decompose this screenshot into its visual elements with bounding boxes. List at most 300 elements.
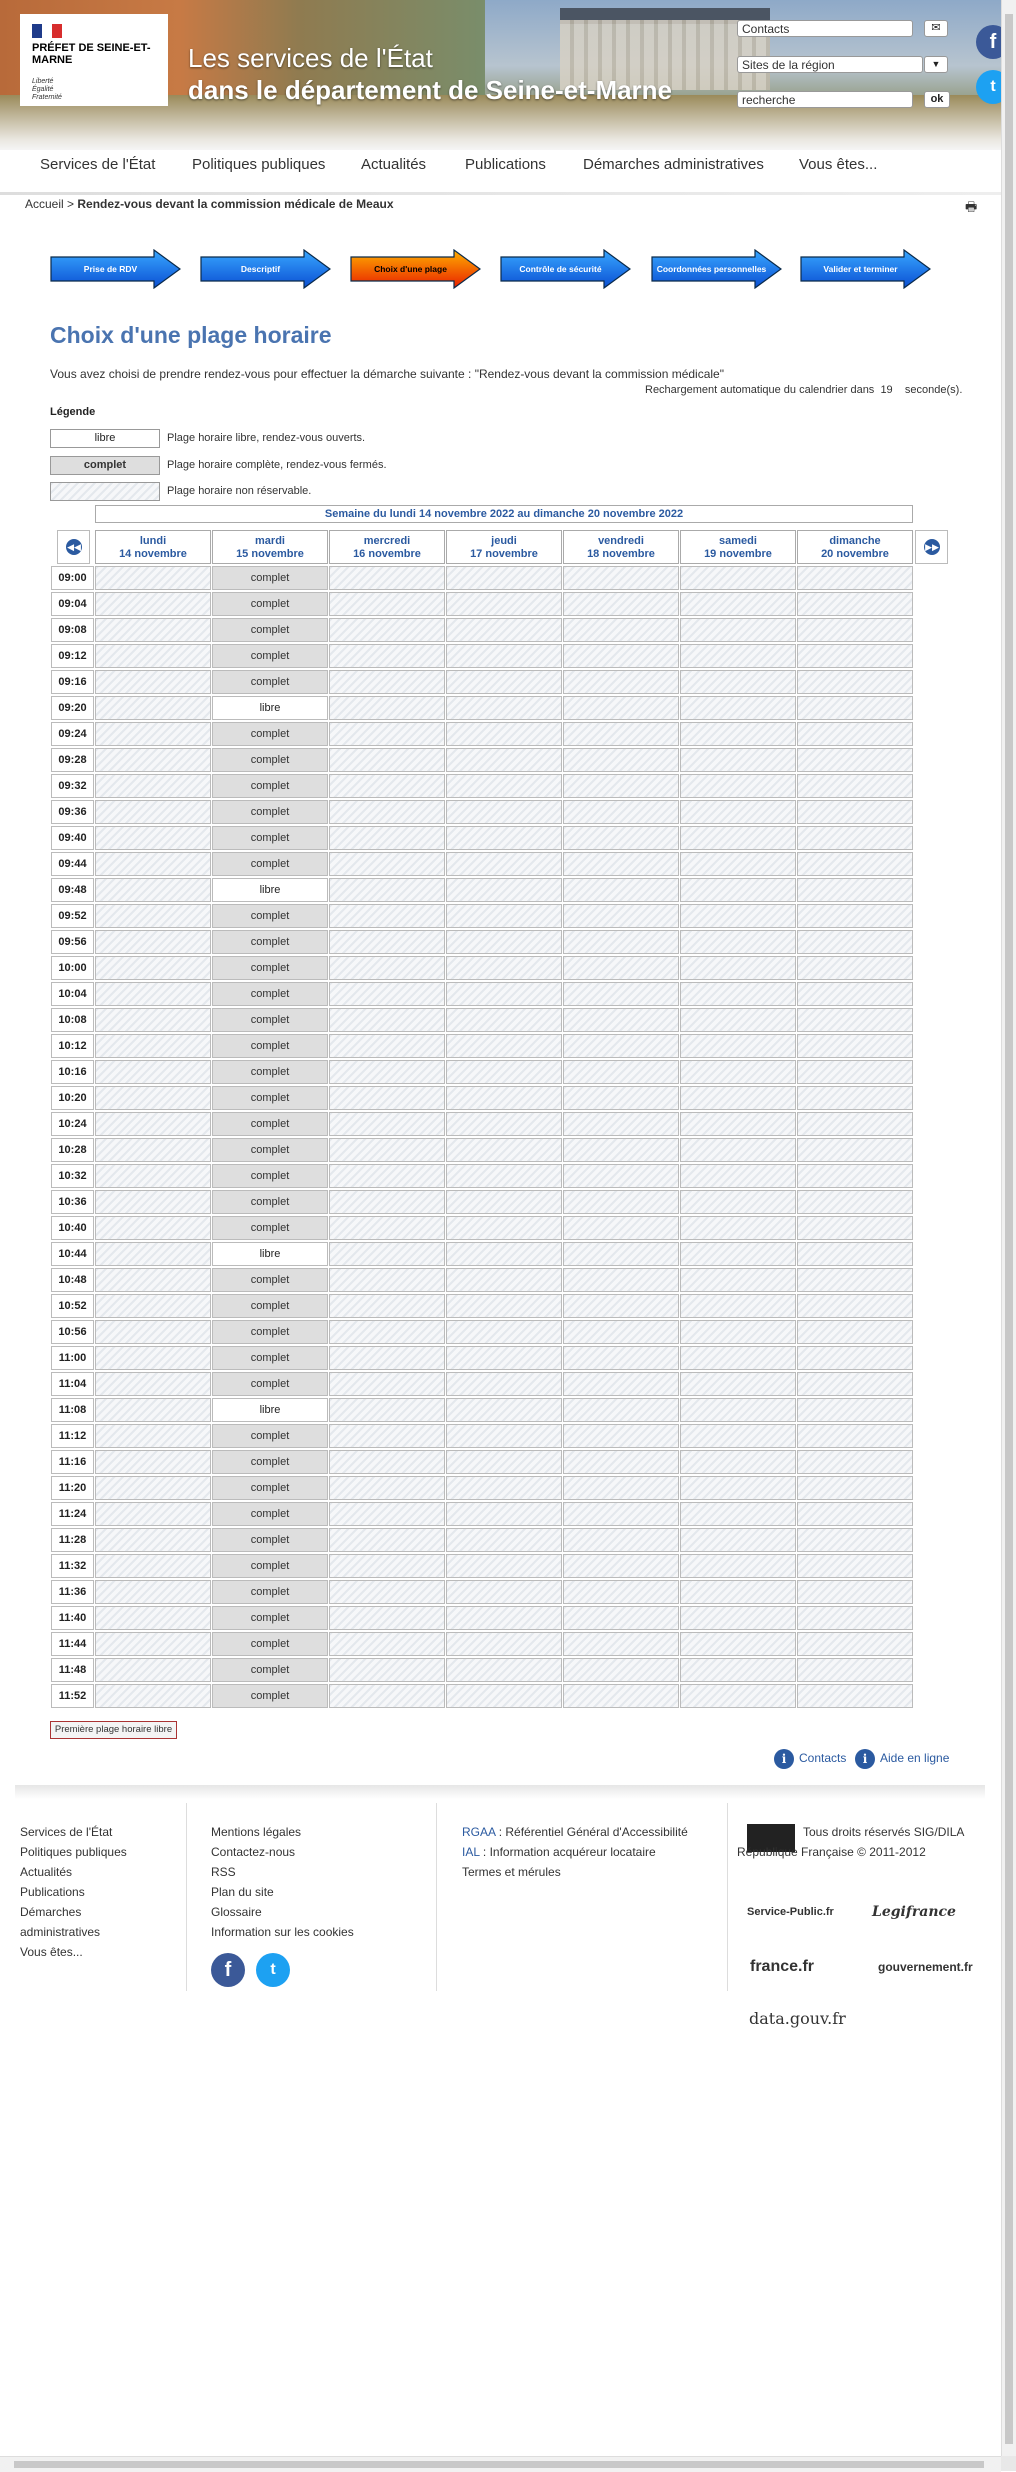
- slot-unavailable: [446, 670, 562, 694]
- first-free-slot-button[interactable]: Première plage horaire libre: [50, 1721, 177, 1739]
- slot-unavailable: [680, 1112, 796, 1136]
- slot-full: complet: [212, 1268, 328, 1292]
- slot-unavailable: [797, 1034, 913, 1058]
- nav-item-services[interactable]: Services de l'État: [40, 156, 156, 173]
- slot-unavailable: [563, 1008, 679, 1032]
- slot-unavailable: [563, 1060, 679, 1084]
- slot-unavailable: [329, 904, 445, 928]
- time-label: 09:40: [51, 826, 94, 850]
- slot-full: complet: [212, 1034, 328, 1058]
- breadcrumb-current: Rendez-vous devant la commission médicale de Meaux: [77, 197, 394, 211]
- slot-unavailable: [563, 1684, 679, 1708]
- slot-unavailable: [563, 644, 679, 668]
- nav-item-politiques[interactable]: Politiques publiques: [192, 156, 326, 173]
- slot-unavailable: [446, 1502, 562, 1526]
- slot-unavailable: [563, 748, 679, 772]
- slot-unavailable: [329, 1632, 445, 1656]
- slot-full: complet: [212, 1476, 328, 1500]
- prefecture-logo[interactable]: [20, 14, 168, 106]
- slot-unavailable: [563, 1658, 679, 1682]
- slot-unavailable: [95, 696, 211, 720]
- time-label: 09:32: [51, 774, 94, 798]
- site-title[interactable]: [188, 42, 672, 106]
- slot-unavailable: [329, 852, 445, 876]
- nav-divider: [0, 192, 1001, 195]
- slot-unavailable: [95, 800, 211, 824]
- time-label: 11:36: [51, 1580, 94, 1604]
- slot-unavailable: [446, 1424, 562, 1448]
- print-icon[interactable]: 🖶: [965, 199, 978, 214]
- slot-unavailable: [95, 1606, 211, 1630]
- slot-unavailable: [95, 644, 211, 668]
- logo-title: PRÉFET DE SEINE-ET-MARNE: [32, 42, 151, 66]
- slot-unavailable: [680, 1242, 796, 1266]
- slot-unavailable: [797, 1112, 913, 1136]
- slot-unavailable: [797, 1684, 913, 1708]
- slot-unavailable: [680, 618, 796, 642]
- slot-unavailable: [329, 1034, 445, 1058]
- slot-unavailable: [797, 1268, 913, 1292]
- slot-unavailable: [95, 1476, 211, 1500]
- slot-unavailable: [329, 1164, 445, 1188]
- slot-unavailable: [797, 696, 913, 720]
- footer-link[interactable]: Termes et mérules: [462, 1865, 561, 1879]
- slot-unavailable: [797, 748, 913, 772]
- legend-free-swatch: libre: [50, 429, 160, 448]
- slot-unavailable: [797, 930, 913, 954]
- region-select[interactable]: Sites de la région: [737, 56, 923, 73]
- slot-unavailable: [446, 1034, 562, 1058]
- online-help-link[interactable]: Aide en ligne: [880, 1751, 950, 1765]
- slot-unavailable: [95, 1138, 211, 1162]
- slot-unavailable: [95, 904, 211, 928]
- contacts-link[interactable]: Contacts: [799, 1751, 847, 1765]
- slot-full: complet: [212, 1346, 328, 1370]
- slot-unavailable: [329, 1658, 445, 1682]
- slot-unavailable: [797, 956, 913, 980]
- slot-unavailable: [680, 1632, 796, 1656]
- slot-unavailable: [329, 670, 445, 694]
- slot-unavailable: [797, 1580, 913, 1604]
- slot-unavailable: [680, 592, 796, 616]
- rgaa-link[interactable]: RGAA: [462, 1825, 496, 1839]
- time-label: 10:36: [51, 1190, 94, 1214]
- legend-na-swatch: [50, 482, 160, 501]
- time-label: 10:56: [51, 1320, 94, 1344]
- slot-unavailable: [329, 1216, 445, 1240]
- slot-unavailable: [563, 1216, 679, 1240]
- slot-unavailable: [446, 1346, 562, 1370]
- step-label: Valider et terminer: [823, 264, 898, 274]
- slot-unavailable: [563, 722, 679, 746]
- slot-unavailable: [329, 1008, 445, 1032]
- time-label: 10:24: [51, 1112, 94, 1136]
- slot-full: complet: [212, 1190, 328, 1214]
- page-title: Choix d'une plage horaire: [50, 322, 332, 348]
- time-label: 09:44: [51, 852, 94, 876]
- contacts-field[interactable]: Contacts: [737, 20, 913, 37]
- legend-full-swatch: complet: [50, 456, 160, 475]
- slot-unavailable: [797, 1398, 913, 1422]
- slot-unavailable: [563, 1502, 679, 1526]
- next-week-button[interactable]: [915, 530, 948, 564]
- time-label: 11:16: [51, 1450, 94, 1474]
- footer-link[interactable]: Vous êtes...: [20, 1945, 83, 1959]
- slot-unavailable: [446, 1658, 562, 1682]
- day-header: mardi 15 novembre: [212, 530, 328, 564]
- time-label: 11:40: [51, 1606, 94, 1630]
- breadcrumb-home[interactable]: Accueil: [25, 197, 64, 211]
- slot-unavailable: [797, 1632, 913, 1656]
- slot-unavailable: [680, 722, 796, 746]
- site-title-line1: Les services de l'État: [188, 43, 433, 73]
- slot-unavailable: [563, 696, 679, 720]
- slot-unavailable: [446, 1684, 562, 1708]
- slot-unavailable: [329, 1502, 445, 1526]
- slot-unavailable: [563, 1554, 679, 1578]
- slot-full: complet: [212, 1112, 328, 1136]
- time-label: 10:48: [51, 1268, 94, 1292]
- slot-unavailable: [563, 878, 679, 902]
- footer-nav: [20, 1822, 170, 1962]
- slot-unavailable: [329, 826, 445, 850]
- slot-unavailable: [680, 956, 796, 980]
- slot-unavailable: [797, 1554, 913, 1578]
- slot-unavailable: [563, 774, 679, 798]
- slot-unavailable: [797, 722, 913, 746]
- slot-unavailable: [797, 852, 913, 876]
- slot-unavailable: [446, 1216, 562, 1240]
- slot-unavailable: [95, 1164, 211, 1188]
- slot-unavailable: [329, 1580, 445, 1604]
- slot-full: complet: [212, 826, 328, 850]
- legend-full-text: Plage horaire complète, rendez-vous fermés.: [167, 459, 387, 471]
- nav-item-vous-etes[interactable]: Vous êtes...: [799, 156, 878, 173]
- slot-unavailable: [95, 826, 211, 850]
- slot-unavailable: [329, 800, 445, 824]
- slot-full: complet: [212, 1216, 328, 1240]
- footer-facebook-icon[interactable]: f: [211, 1953, 245, 1987]
- marianne-flag-icon: [32, 24, 62, 38]
- slot-unavailable: [797, 1424, 913, 1448]
- legifrance-logo[interactable]: Legifrance: [872, 1904, 956, 1920]
- time-label: 10:00: [51, 956, 94, 980]
- slot-full: complet: [212, 1502, 328, 1526]
- time-label: 11:48: [51, 1658, 94, 1682]
- time-label: 09:48: [51, 878, 94, 902]
- slot-unavailable: [95, 1294, 211, 1318]
- slot-unavailable: [797, 1502, 913, 1526]
- slot-unavailable: [95, 1554, 211, 1578]
- chevron-down-icon[interactable]: ▼: [924, 56, 948, 73]
- time-label: 10:04: [51, 982, 94, 1006]
- slot-unavailable: [563, 1346, 679, 1370]
- gouvernement-logo[interactable]: gouvernement.fr: [878, 1960, 973, 1974]
- time-label: 11:28: [51, 1528, 94, 1552]
- slot-unavailable: [446, 592, 562, 616]
- footer-separator: [436, 1803, 437, 1991]
- logo-motto: Liberté Égalité Fraternité: [32, 78, 62, 101]
- vertical-scrollbar[interactable]: [1001, 0, 1016, 2456]
- breadcrumb: [25, 197, 394, 211]
- slot-unavailable: [563, 826, 679, 850]
- footer-link[interactable]: Mentions légales: [211, 1825, 302, 1839]
- slot-full: complet: [212, 1060, 328, 1084]
- slot-full: complet: [212, 774, 328, 798]
- slot-unavailable: [797, 644, 913, 668]
- arrow-right-icon: ▶▶: [924, 539, 940, 555]
- slot-unavailable: [95, 1528, 211, 1552]
- slot-unavailable: [95, 1450, 211, 1474]
- slot-unavailable: [797, 1658, 913, 1682]
- slot-unavailable: [446, 1190, 562, 1214]
- time-label: 09:12: [51, 644, 94, 668]
- slot-unavailable: [680, 1424, 796, 1448]
- slot-unavailable: [95, 1346, 211, 1370]
- step-6: [800, 249, 931, 289]
- time-label: 10:16: [51, 1060, 94, 1084]
- footer-divider: [15, 1785, 985, 1799]
- slot-full: complet: [212, 1528, 328, 1552]
- scrollbar-thumb[interactable]: [14, 2461, 984, 2468]
- slot-unavailable: [680, 670, 796, 694]
- slot-full: complet: [212, 566, 328, 590]
- slot-unavailable: [680, 1294, 796, 1318]
- time-label: 11:00: [51, 1346, 94, 1370]
- slot-unavailable: [329, 1268, 445, 1292]
- time-label: 10:52: [51, 1294, 94, 1318]
- slot-unavailable: [680, 1450, 796, 1474]
- slot-unavailable: [329, 1242, 445, 1266]
- slot-unavailable: [446, 1606, 562, 1630]
- slot-unavailable: [95, 1112, 211, 1136]
- slot-unavailable: [329, 1398, 445, 1422]
- slot-free[interactable]: libre: [212, 1398, 328, 1422]
- slot-unavailable: [95, 1632, 211, 1656]
- slot-unavailable: [446, 566, 562, 590]
- time-label: 09:52: [51, 904, 94, 928]
- footer-link[interactable]: Plan du site: [211, 1885, 274, 1899]
- slot-unavailable: [680, 1086, 796, 1110]
- facebook-icon[interactable]: f: [976, 25, 1010, 59]
- slot-unavailable: [563, 1294, 679, 1318]
- time-label: 09:08: [51, 618, 94, 642]
- slot-full: complet: [212, 618, 328, 642]
- footer-link[interactable]: Services de l'État: [20, 1825, 113, 1839]
- slot-unavailable: [446, 644, 562, 668]
- slot-unavailable: [563, 1424, 679, 1448]
- slot-unavailable: [446, 1268, 562, 1292]
- slot-unavailable: [95, 1398, 211, 1422]
- slot-unavailable: [329, 644, 445, 668]
- slot-unavailable: [446, 1476, 562, 1500]
- slot-unavailable: [95, 1684, 211, 1708]
- slot-unavailable: [95, 956, 211, 980]
- slot-free[interactable]: libre: [212, 1242, 328, 1266]
- slot-unavailable: [680, 1502, 796, 1526]
- slot-unavailable: [563, 956, 679, 980]
- slot-unavailable: [446, 748, 562, 772]
- time-label: 09:28: [51, 748, 94, 772]
- footer-link[interactable]: Contactez-nous: [211, 1845, 296, 1859]
- slot-unavailable: [563, 1372, 679, 1396]
- search-input[interactable]: recherche: [737, 91, 913, 108]
- slot-unavailable: [329, 930, 445, 954]
- slot-unavailable: [446, 1632, 562, 1656]
- slot-unavailable: [329, 1346, 445, 1370]
- time-label: 11:20: [51, 1476, 94, 1500]
- footer-link[interactable]: Glossaire: [211, 1905, 262, 1919]
- slot-unavailable: [680, 1190, 796, 1214]
- slot-unavailable: [329, 592, 445, 616]
- slot-unavailable: [329, 982, 445, 1006]
- slot-unavailable: [329, 1372, 445, 1396]
- slot-unavailable: [446, 1372, 562, 1396]
- time-label: 09:56: [51, 930, 94, 954]
- slot-unavailable: [680, 904, 796, 928]
- slot-unavailable: [797, 1060, 913, 1084]
- slot-unavailable: [797, 1086, 913, 1110]
- slot-unavailable: [563, 1242, 679, 1266]
- slot-unavailable: [446, 826, 562, 850]
- nav-item-demarches[interactable]: Démarches administratives: [583, 156, 764, 173]
- slot-unavailable: [680, 1372, 796, 1396]
- slot-full: complet: [212, 1138, 328, 1162]
- france-fr-logo[interactable]: france.fr: [750, 1958, 815, 1975]
- slot-unavailable: [95, 1424, 211, 1448]
- slot-full: complet: [212, 904, 328, 928]
- day-header: lundi 14 novembre: [95, 530, 211, 564]
- time-label: 09:16: [51, 670, 94, 694]
- slot-full: complet: [212, 644, 328, 668]
- slot-unavailable: [563, 1112, 679, 1136]
- slot-full: complet: [212, 1372, 328, 1396]
- slot-unavailable: [446, 1164, 562, 1188]
- slot-unavailable: [446, 878, 562, 902]
- slot-unavailable: [563, 670, 679, 694]
- slot-unavailable: [329, 878, 445, 902]
- slot-unavailable: [680, 1684, 796, 1708]
- time-label: 11:08: [51, 1398, 94, 1422]
- week-label: Semaine du lundi 14 novembre 2022 au dimanche 20 novembre 2022: [95, 505, 913, 523]
- scrollbar-thumb[interactable]: [1005, 14, 1013, 2444]
- time-label: 10:44: [51, 1242, 94, 1266]
- footer-legal: [211, 1822, 411, 1942]
- footer-link[interactable]: Publications: [20, 1885, 85, 1899]
- prev-week-button[interactable]: [57, 530, 90, 564]
- info-icon: i: [855, 1749, 875, 1769]
- slot-unavailable: [563, 1320, 679, 1344]
- slot-unavailable: [329, 1528, 445, 1552]
- slot-unavailable: [329, 1060, 445, 1084]
- footer-twitter-icon[interactable]: t: [256, 1953, 290, 1987]
- time-label: 10:20: [51, 1086, 94, 1110]
- nav-item-actualites[interactable]: Actualités: [361, 156, 427, 173]
- slot-unavailable: [446, 1242, 562, 1266]
- ial-link[interactable]: IAL: [462, 1845, 480, 1859]
- slot-full: complet: [212, 852, 328, 876]
- slot-unavailable: [680, 852, 796, 876]
- slot-full: complet: [212, 1294, 328, 1318]
- slot-unavailable: [563, 1268, 679, 1292]
- mail-icon[interactable]: ✉: [924, 20, 948, 37]
- footer-link[interactable]: Information sur les cookies: [211, 1925, 354, 1939]
- slot-unavailable: [446, 722, 562, 746]
- slot-unavailable: [680, 774, 796, 798]
- slot-unavailable: [95, 566, 211, 590]
- service-public-logo[interactable]: Service-Public.fr: [747, 1906, 834, 1918]
- slot-full: complet: [212, 982, 328, 1006]
- slot-unavailable: [797, 670, 913, 694]
- slot-free[interactable]: libre: [212, 696, 328, 720]
- slot-unavailable: [95, 592, 211, 616]
- header-banner: [0, 0, 1001, 150]
- step-label: Contrôle de sécurité: [519, 264, 602, 274]
- slot-unavailable: [680, 1138, 796, 1162]
- slot-unavailable: [563, 1476, 679, 1500]
- slot-unavailable: [680, 930, 796, 954]
- nav-item-publications[interactable]: Publications: [465, 156, 546, 173]
- slot-unavailable: [446, 1138, 562, 1162]
- slot-unavailable: [95, 1320, 211, 1344]
- slot-free[interactable]: libre: [212, 878, 328, 902]
- scrollbar-corner: [1001, 2456, 1016, 2471]
- slot-unavailable: [446, 1580, 562, 1604]
- slot-unavailable: [563, 904, 679, 928]
- slot-unavailable: [329, 774, 445, 798]
- slot-unavailable: [329, 1424, 445, 1448]
- slot-unavailable: [563, 1528, 679, 1552]
- footer-link[interactable]: RSS: [211, 1865, 236, 1879]
- time-label: 11:44: [51, 1632, 94, 1656]
- step-3: [350, 249, 481, 289]
- footer-rights: Tous droits réservés SIG/DILA République Française © 2011-2012: [737, 1825, 964, 1859]
- slot-unavailable: [797, 1320, 913, 1344]
- slot-unavailable: [95, 748, 211, 772]
- slot-unavailable: [95, 722, 211, 746]
- slot-unavailable: [446, 1008, 562, 1032]
- slot-unavailable: [563, 1450, 679, 1474]
- slot-unavailable: [680, 1216, 796, 1240]
- slot-unavailable: [329, 1320, 445, 1344]
- slot-unavailable: [329, 1476, 445, 1500]
- footer-link[interactable]: Actualités: [20, 1865, 73, 1879]
- data-gouv-logo[interactable]: data.gouv.fr: [749, 2009, 846, 2028]
- slot-unavailable: [95, 1034, 211, 1058]
- slot-unavailable: [797, 878, 913, 902]
- slot-unavailable: [329, 1086, 445, 1110]
- time-label: 10:40: [51, 1216, 94, 1240]
- slot-unavailable: [95, 1086, 211, 1110]
- slot-unavailable: [680, 644, 796, 668]
- slot-unavailable: [329, 566, 445, 590]
- search-button[interactable]: ok: [924, 91, 950, 108]
- footer-link[interactable]: Démarches administratives: [20, 1905, 101, 1939]
- slot-full: complet: [212, 1580, 328, 1604]
- slot-unavailable: [95, 982, 211, 1006]
- day-header: jeudi 17 novembre: [446, 530, 562, 564]
- slot-unavailable: [680, 982, 796, 1006]
- horizontal-scrollbar[interactable]: [0, 2456, 1001, 2472]
- time-label: 10:08: [51, 1008, 94, 1032]
- footer-link[interactable]: Politiques publiques: [20, 1845, 127, 1859]
- slot-unavailable: [680, 1476, 796, 1500]
- slot-unavailable: [680, 1164, 796, 1188]
- slot-full: complet: [212, 1164, 328, 1188]
- step-5: [651, 249, 782, 289]
- slot-unavailable: [797, 800, 913, 824]
- twitter-icon[interactable]: t: [976, 70, 1010, 104]
